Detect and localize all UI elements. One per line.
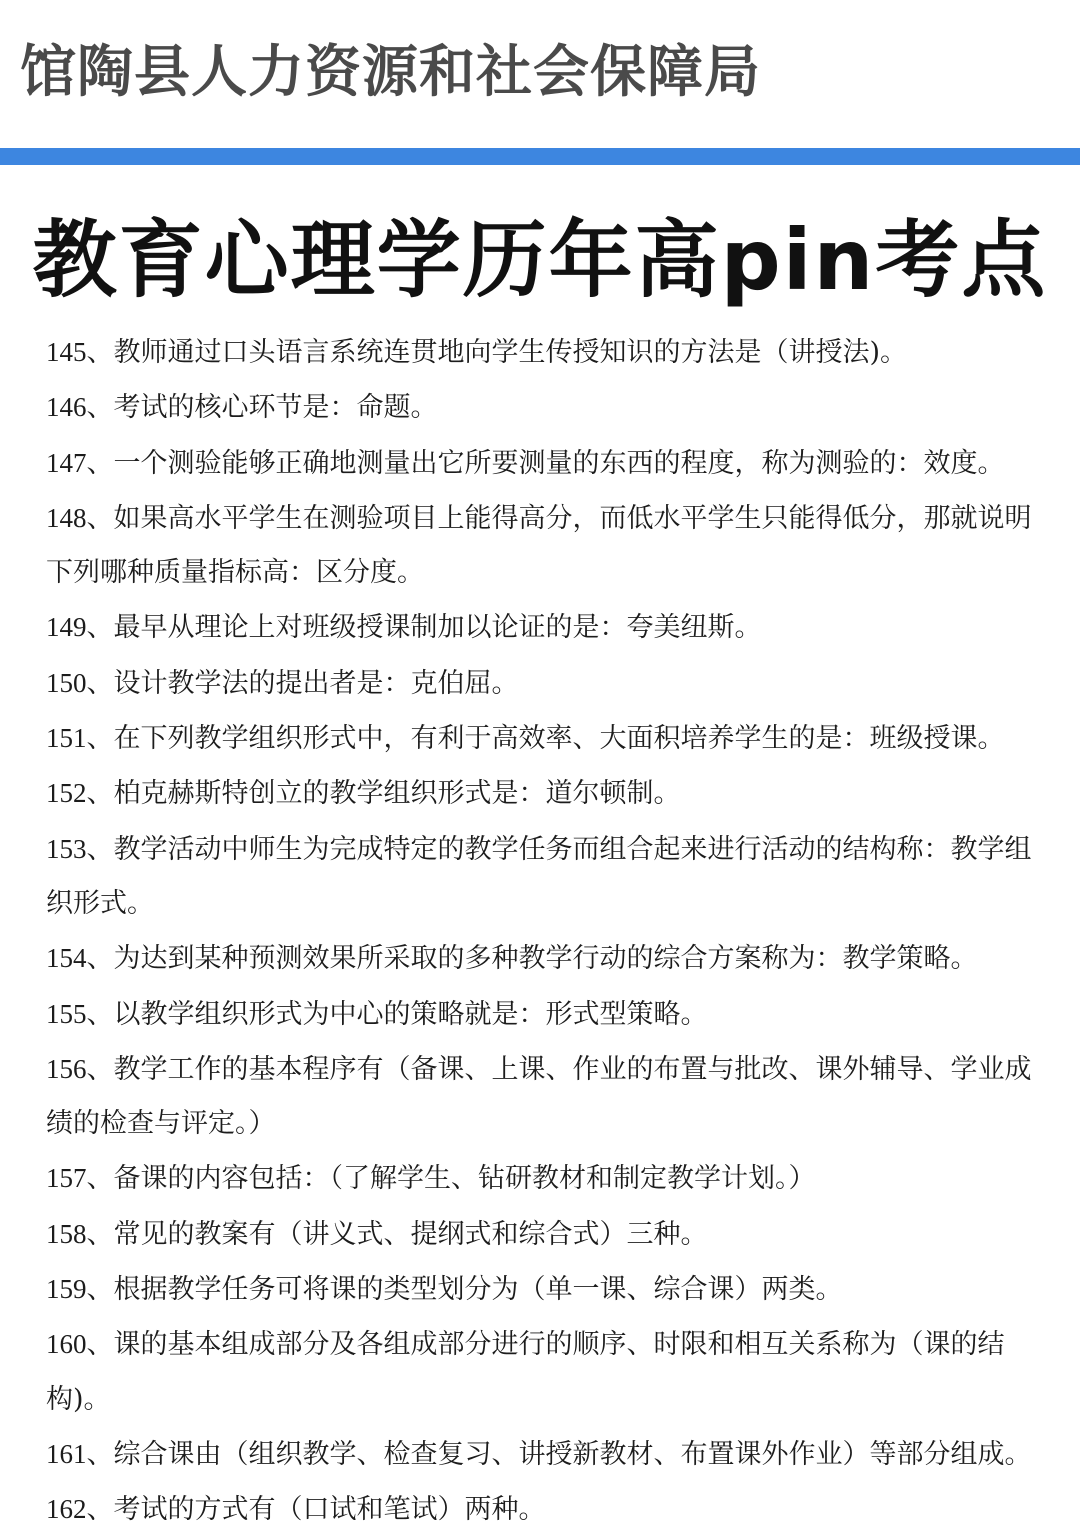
item-number: 146 <box>46 392 87 423</box>
list-item <box>46 1042 1046 1152</box>
item-text: 、以教学组织形式为中心的策略就是：形式型策略。 <box>86 998 708 1030</box>
item-text: 、备课的内容包括：（了解学生、钻研教材和制定教学计划。） <box>86 1163 816 1195</box>
item-number: 158 <box>46 1218 87 1249</box>
org-name: 馆陶县人力资源和社会保障局 <box>20 40 761 105</box>
item-text: 、为达到某种预测效果所采取的多种教学行动的综合方案称为：教学策略。 <box>86 943 978 975</box>
item-number: 149 <box>46 612 87 643</box>
item-number: 147 <box>46 447 87 478</box>
item-number: 152 <box>46 778 87 809</box>
list-item <box>46 766 1046 821</box>
header-accent-bar <box>0 148 1080 165</box>
list-item <box>46 380 1046 435</box>
item-text: 、教师通过口头语言系统连贯地向学生传授知识的方法是（讲授法)。 <box>86 337 908 368</box>
item-text: 、最早从理论上对班级授课制加以论证的是：夸美纽斯。 <box>86 612 762 644</box>
item-number: 150 <box>46 667 87 698</box>
item-number: 154 <box>46 943 87 974</box>
item-text: 、根据教学任务可将课的类型划分为（单一课、综合课）两类。 <box>86 1274 843 1306</box>
item-number: 160 <box>46 1329 87 1360</box>
qa-list <box>46 325 1046 1538</box>
list-item <box>46 931 1046 986</box>
list-item <box>46 1207 1046 1262</box>
list-item <box>46 1427 1046 1482</box>
list-item <box>46 436 1046 491</box>
list-item <box>46 822 1046 932</box>
item-text: 、考试的方式有（口试和笔试）两种。 <box>86 1494 546 1526</box>
item-number: 157 <box>46 1163 87 1194</box>
item-text: 、常见的教案有（讲义式、提纲式和综合式）三种。 <box>86 1218 708 1250</box>
list-item <box>46 987 1046 1042</box>
item-number: 155 <box>46 998 87 1029</box>
item-text: 、综合课由（组织教学、检查复习、讲授新教材、布置课外作业）等部分组成。 <box>86 1438 1032 1470</box>
item-text: 、教学活动中师生为完成特定的教学任务而组合起来进行活动的结构称：教学组织形式。 <box>46 833 1032 919</box>
header <box>0 0 1080 148</box>
item-text: 、设计教学法的提出者是：克伯屈。 <box>86 667 519 699</box>
item-number: 159 <box>46 1274 87 1305</box>
list-item <box>46 491 1046 601</box>
item-text: 、在下列教学组织形式中，有利于高效率、大面积培养学生的是：班级授课。 <box>86 723 1005 755</box>
list-item <box>46 600 1046 655</box>
list-item <box>46 1482 1046 1537</box>
item-number: 156 <box>46 1053 87 1084</box>
item-number: 148 <box>46 502 87 533</box>
list-item <box>46 656 1046 711</box>
list-item <box>46 325 1046 380</box>
item-number: 153 <box>46 833 87 864</box>
item-number: 161 <box>46 1438 87 1469</box>
item-number: 145 <box>46 337 87 367</box>
item-text: 、一个测验能够正确地测量出它所要测量的东西的程度，称为测验的：效度。 <box>86 447 1005 479</box>
item-text: 、如果高水平学生在测验项目上能得高分，而低水平学生只能得低分，那就说明下列哪种质量指标高：区分度。 <box>46 502 1032 589</box>
list-item <box>46 1317 1046 1427</box>
item-number: 151 <box>46 723 87 754</box>
list-item <box>46 1151 1046 1206</box>
item-number: 162 <box>46 1494 87 1525</box>
item-text: 、柏克赫斯特创立的教学组织形式是：道尔顿制。 <box>86 778 681 810</box>
item-text: 、课的基本组成部分及各组成部分进行的顺序、时限和相互关系称为（课的结构)。 <box>46 1329 1005 1415</box>
item-text: 、考试的核心环节是：命题。 <box>86 392 438 424</box>
page-title: 教育心理学历年高pin考点 <box>32 211 1048 309</box>
list-item <box>46 1262 1046 1317</box>
list-item <box>46 711 1046 766</box>
item-text: 、教学工作的基本程序有（备课、上课、作业的布置与批改、课外辅导、学业成绩的检查与评定。） <box>46 1053 1032 1140</box>
